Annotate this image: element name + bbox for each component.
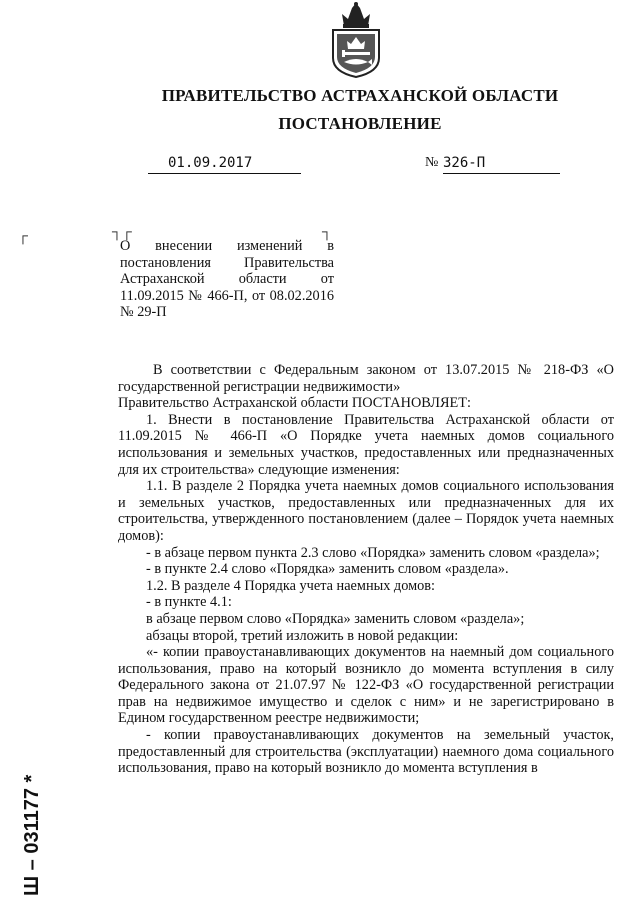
date-field: [148, 155, 301, 174]
paragraph: 1.1. В разделе 2 Порядка учета наемных домов социального использования и земельных участков, предоставленных или предназначенных для их строительства, утвержденного постановлением (далее – Порядок учета наемных домов):: [118, 478, 614, 544]
paragraph: - в абзаце первом пункта 2.3 слово «Порядка» заменить словом «раздела»;: [146, 544, 600, 561]
number-label: №: [425, 155, 439, 170]
paragraph: в абзаце первом слово «Порядка» заменить словом «раздела»;: [146, 610, 525, 627]
paragraph: Правительство Астраханской области ПОСТАНОВЛЯЕТ:: [118, 395, 471, 412]
document-number: 326-П: [443, 155, 486, 171]
paragraph: В соответствии с Федеральным законом от 13.07.2015 № 218-ФЗ «О государственной регистрации недвижимости»: [118, 362, 614, 395]
document-date: 01.09.2017: [168, 155, 253, 171]
paragraph: «- копии правоустанавливающих документов на наемный дом социального использования, право на который возникло до момента вступления в силу Федерального закона от 21.07.97 № 122-ФЗ «О государственной регистрации прав на недвижимое имущество и сделок с ним» и не зарегистрировано в Едином государственном реестре недвижимости;: [118, 644, 614, 727]
document-type-title: ПОСТАНОВЛЕНИЕ: [278, 114, 442, 133]
margin-bracket-left: ┌: [18, 227, 28, 243]
paragraph: - копии правоустанавливающих документов на земельный участок, предоставленный для строительства (эксплуатации) наемного дома социального использования, право на который возникло до момента вступления в: [118, 727, 614, 777]
paragraph: - в пункте 4.1:: [146, 594, 232, 611]
government-title: ПРАВИТЕЛЬСТВО АСТРАХАНСКОЙ ОБЛАСТИ: [161, 86, 559, 105]
subject-bracket-top-right: ┐: [322, 223, 332, 239]
paragraph: - в пункте 2.4 слово «Порядка» заменить словом «раздела».: [146, 561, 509, 578]
coat-of-arms-emblem: [328, 2, 384, 78]
number-field: [443, 155, 560, 174]
serial-number-text: Ш – 031177 *: [21, 774, 43, 896]
subject-text: О внесении изменений в постановления Правительства Астраханской области от 11.09.2015 № 466-П, от 08.02.2016 № 29-П: [120, 238, 334, 321]
paragraph: 1. Внести в постановление Правительства Астраханской области от 11.09.2015 № 466-П «О Порядке учета наемных домов социального использования и земельных участков, предоставленных или предназначенных для их строительства» следующие изменения:: [118, 411, 614, 478]
document-body: [118, 362, 614, 777]
paragraph: 1.2. В разделе 4 Порядка учета наемных домов:: [146, 577, 435, 594]
paragraph: абзацы второй, третий изложить в новой редакции:: [146, 627, 459, 644]
subject-bracket-top-left: ┐┌: [112, 223, 132, 239]
serial-number-stamp: [14, 700, 46, 900]
